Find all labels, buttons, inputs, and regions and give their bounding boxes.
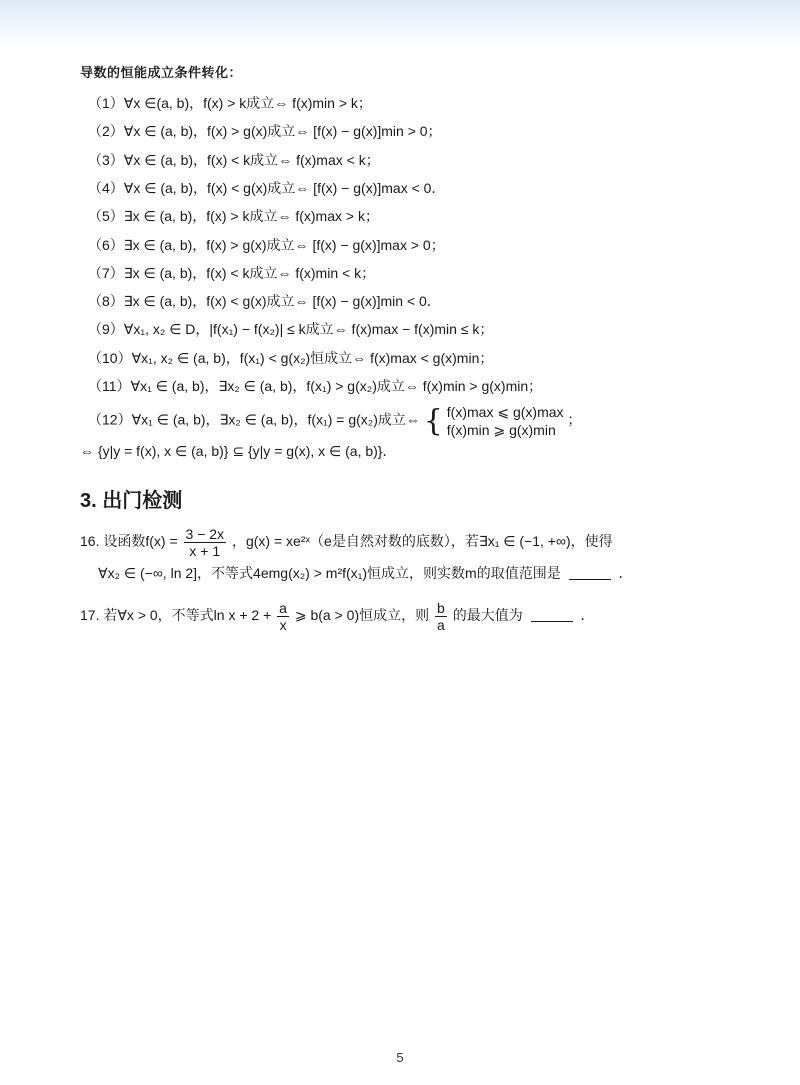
condition-item-1: （1）∀x ∈(a, b)，f(x) > k成立⇔ f(x)min > k； bbox=[88, 95, 372, 111]
condition-item-11: （11）∀x₁ ∈ (a, b)，∃x₂ ∈ (a, b)，f(x₁) > g(x₂)成立⇔ f(x)min > g(x)min； bbox=[88, 378, 543, 394]
item12-suffix: ； bbox=[567, 411, 582, 428]
question-16-line2 bbox=[98, 563, 632, 583]
q17-text-b: ⩾ b(a > 0)恒成立，则 bbox=[294, 607, 430, 624]
fraction bbox=[184, 526, 227, 559]
answer-blank bbox=[569, 579, 611, 580]
condition-item-4: （4）∀x ∈ (a, b)，f(x) < g(x)成立⇔ [f(x) − g(x)]max < 0． bbox=[88, 180, 446, 196]
condition-item-12 bbox=[88, 403, 581, 439]
condition-item-9: （9）∀x₁, x₂ ∈ D，|f(x₁) − f(x₂)| ≤ k成立⇔ f(x)max − f(x)min ≤ k； bbox=[88, 321, 494, 337]
case-group bbox=[447, 403, 564, 439]
fraction-denominator: a bbox=[437, 617, 445, 633]
condition-item-8: （8）∃x ∈ (a, b)，f(x) < g(x)成立⇔ [f(x) − g(x)]min < 0． bbox=[88, 293, 441, 309]
q16-text-b: ，g(x) = xe²ˣ（e是自然对数的底数），若∃x₁ ∈ (−1, +∞)，使得 bbox=[231, 533, 613, 550]
case-2: f(x)min ⩾ g(x)min bbox=[446, 422, 556, 438]
condition-item-6: （6）∃x ∈ (a, b)，f(x) > g(x)成立⇔ [f(x) − g(x)]max > 0； bbox=[88, 237, 445, 253]
q16-text-a: 设函数f(x) = bbox=[103, 533, 178, 550]
question-16-line1 bbox=[80, 526, 613, 559]
question-number: 17. bbox=[80, 607, 100, 624]
fraction-numerator: 3 − 2x bbox=[185, 526, 225, 542]
fraction bbox=[435, 600, 447, 633]
header-band bbox=[0, 0, 800, 46]
question-number: 16. bbox=[80, 533, 100, 550]
q17-text-a: 若∀x > 0，不等式ln x + 2 + bbox=[103, 607, 272, 624]
case-1: f(x)max ⩽ g(x)max bbox=[446, 404, 564, 420]
q17-text-d: ． bbox=[580, 607, 595, 624]
fraction-numerator: b bbox=[437, 600, 445, 616]
fraction-denominator: x + 1 bbox=[189, 543, 221, 559]
q16-text-d: ． bbox=[618, 565, 633, 581]
condition-item-10: （10）∀x₁, x₂ ∈ (a, b)，f(x₁) < g(x₂)恒成立⇔ f(x)max < g(x)min； bbox=[88, 350, 494, 366]
brace-symbol: { bbox=[423, 403, 443, 439]
condition-item-3: （3）∀x ∈ (a, b)，f(x) < k成立⇔ f(x)max < k； bbox=[88, 152, 380, 168]
section-title: 导数的恒能成立条件转化： bbox=[80, 65, 243, 80]
q16-text-c: ∀x₂ ∈ (−∞, ln 2]，不等式4emg(x₂) > m²f(x₁)恒成立，则实数m的取值范围是 bbox=[98, 565, 561, 581]
fraction bbox=[277, 600, 289, 633]
item12-prefix: （12）∀x₁ ∈ (a, b)，∃x₂ ∈ (a, b)，f(x₁) = g(x₂)成立⇔ bbox=[88, 411, 420, 428]
condition-item-7: （7）∃x ∈ (a, b)，f(x) < k成立⇔ f(x)min < k； bbox=[88, 265, 376, 281]
fraction-denominator: x bbox=[279, 617, 287, 633]
fraction-numerator: a bbox=[279, 600, 287, 616]
question-17 bbox=[80, 600, 594, 633]
set-equivalence-line: ⇔ {y|y = f(x), x ∈ (a, b)} ⊆ {y|y = g(x), x ∈ (a, b)}． bbox=[80, 443, 397, 459]
answer-blank bbox=[531, 621, 573, 622]
condition-item-2: （2）∀x ∈ (a, b)，f(x) > g(x)成立⇔ [f(x) − g(x)]min > 0； bbox=[88, 123, 442, 139]
q17-text-c: 的最大值为 bbox=[452, 607, 523, 624]
condition-item-5: （5）∃x ∈ (a, b)，f(x) > k成立⇔ f(x)max > k； bbox=[88, 208, 379, 224]
page-number: 5 bbox=[396, 1050, 404, 1065]
section-heading: 3. 出门检测 bbox=[80, 490, 183, 512]
